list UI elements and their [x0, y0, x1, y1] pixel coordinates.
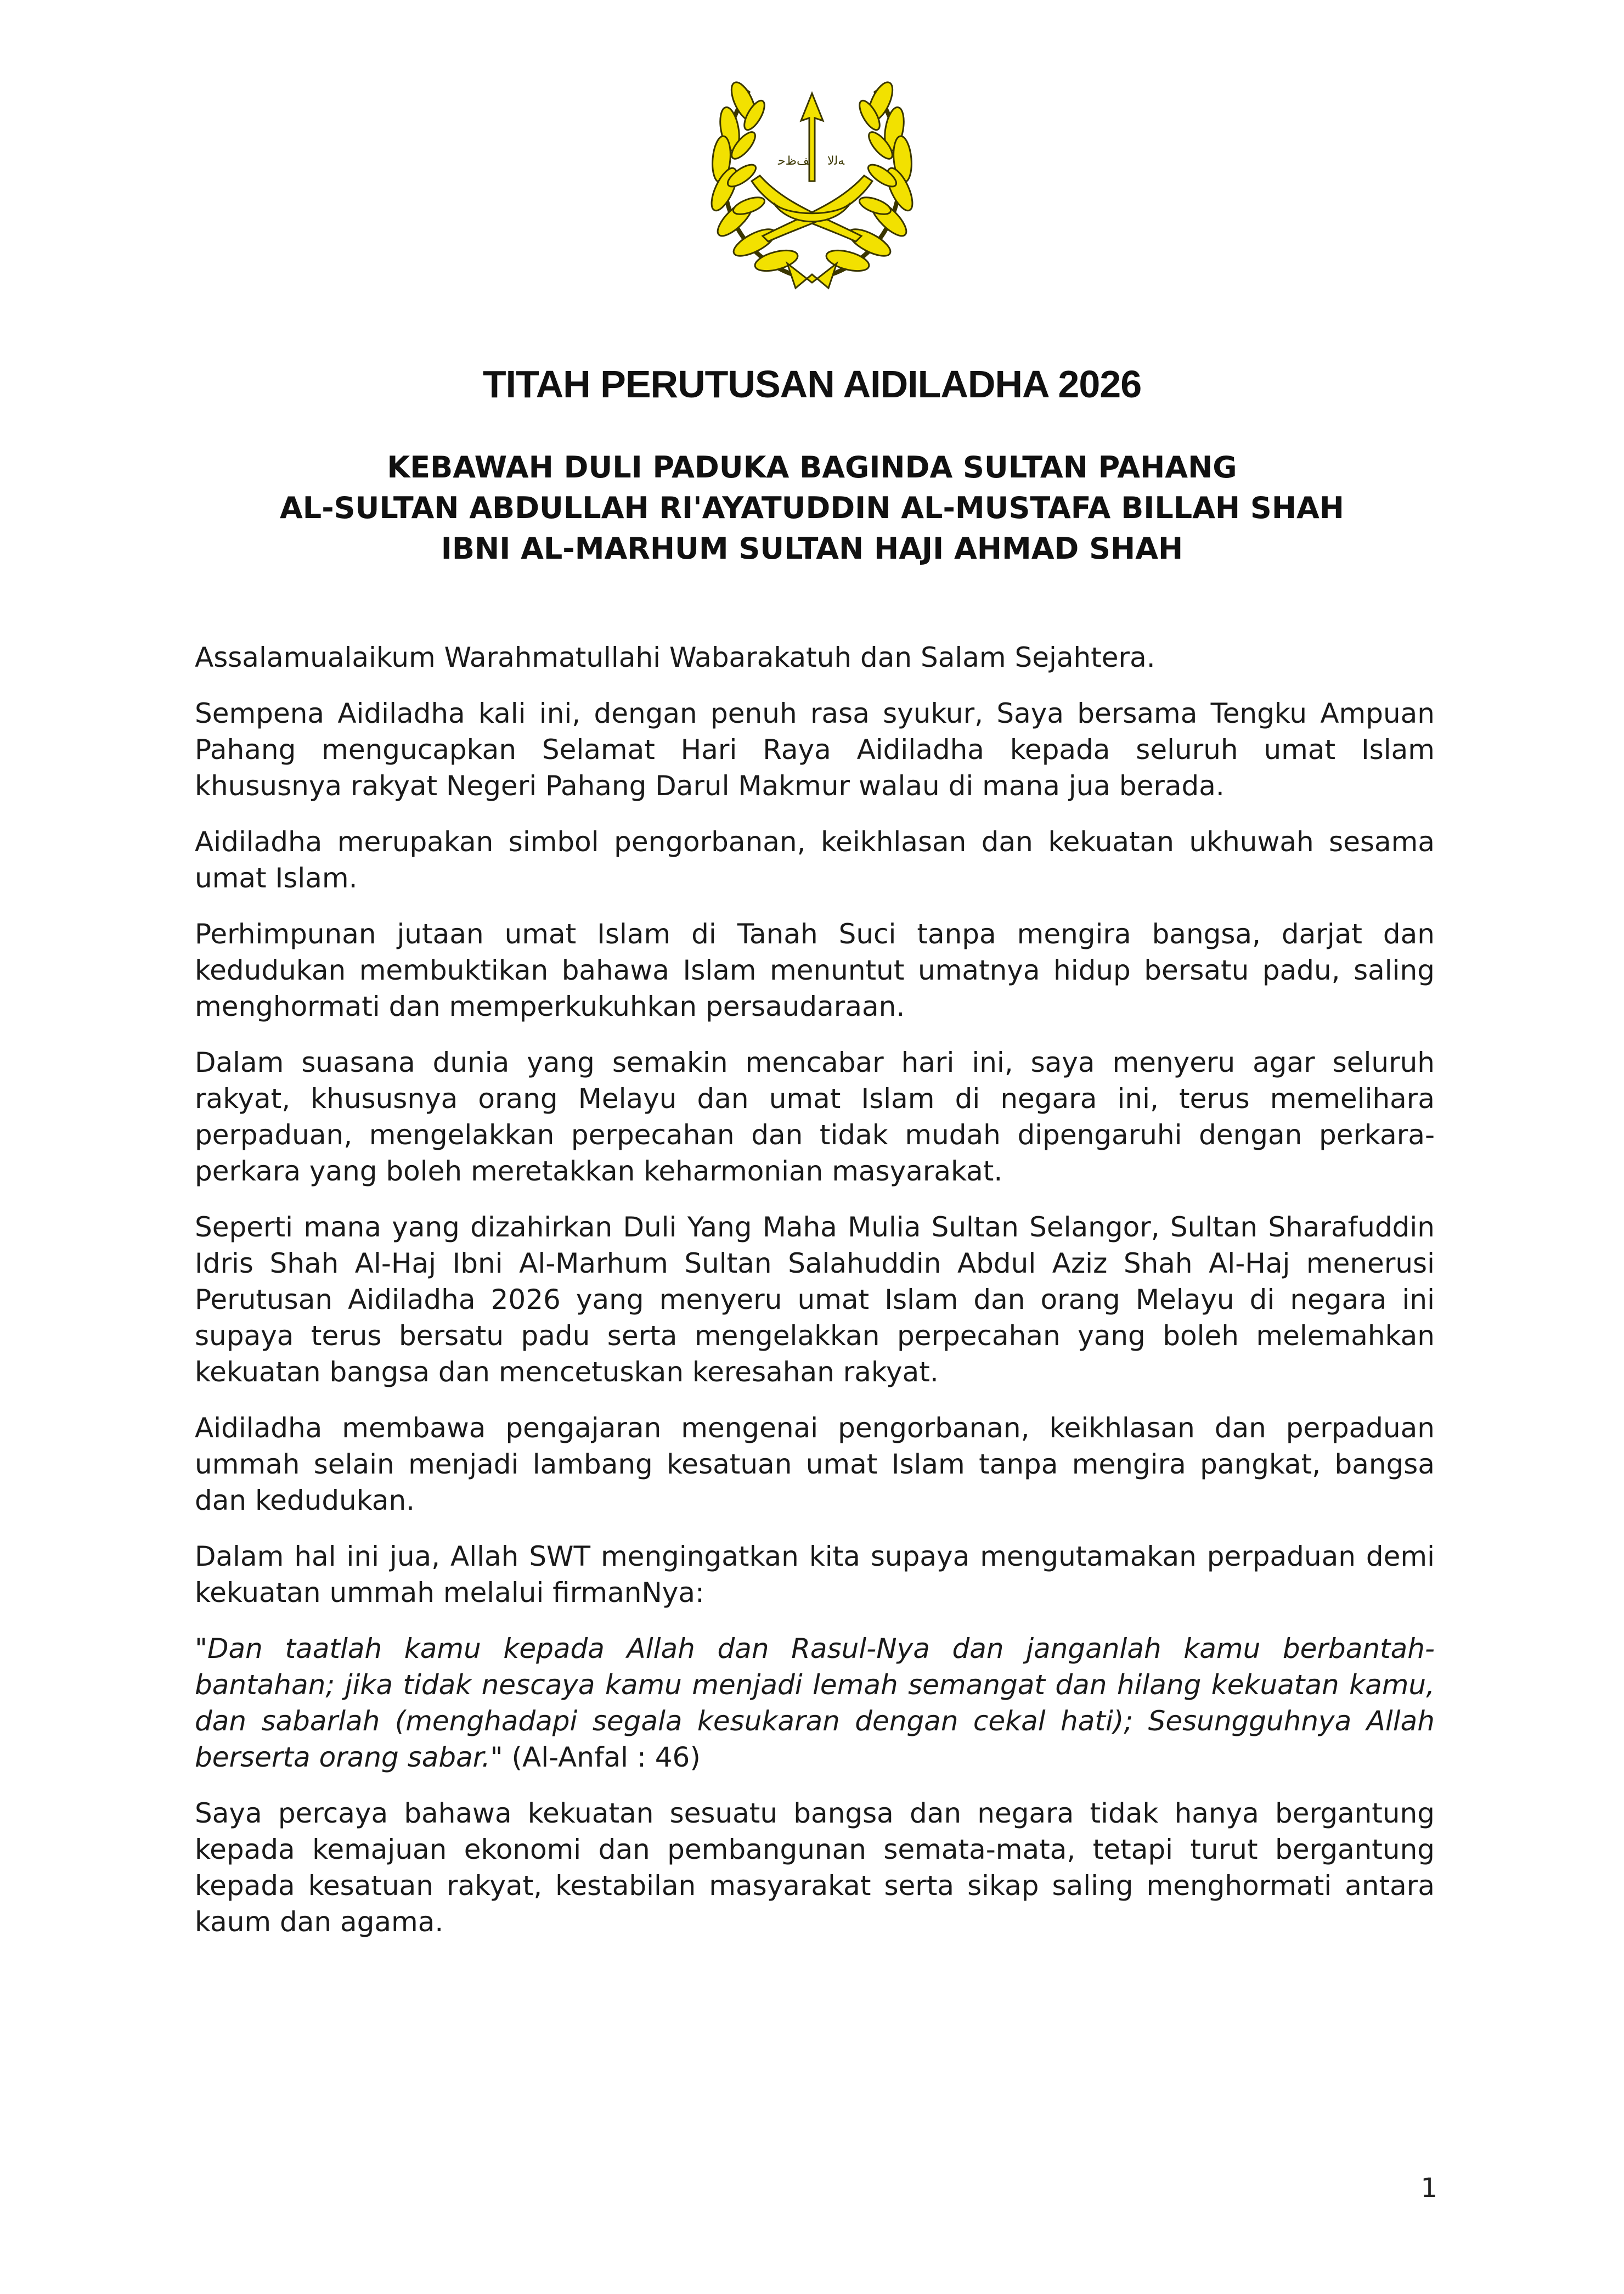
paragraph-5: Seperti mana yang dizahirkan Duli Yang Maha Mulia Sultan Selangor, Sultan Sharafuddin Idris Shah Al-Haj Ibni Al-Marhum Sultan Salahuddin Abdul Aziz Shah Al-Haj menerusi Perutusan Aidiladha 2026 yang menyeru umat Islam dan orang Melayu di negara ini supaya terus bersatu padu serta mengelakkan perpecahan yang boleh melemahkan kekuatan bangsa dan mencetuskan keresahan rakyat. — [195, 1211, 1435, 1388]
quran-quote: "Dan taatlah kamu kepada Allah dan Rasul-Nya dan janganlah kamu berbantah-bantahan; jika tidak nescaya kamu menjadi lemah semangat dan hilang kekuatan kamu, dan sabarlah (menghadapi segala kesukaran dengan cekal hati); Sesungguhnya Allah berserta orang sabar." — [195, 1633, 1435, 1773]
paragraph-4: Dalam suasana dunia yang semakin mencabar hari ini, saya menyeru agar seluruh rakyat, khususnya orang Melayu dan umat Islam di negara ini, terus memelihara perpaduan, mengelakkan perpecahan dan tidak mudah dipengaruhi dengan perkara-perkara yang boleh meretakkan keharmonian masyarakat. — [195, 1047, 1435, 1187]
quote-source: (Al-Anfal : 46) — [503, 1741, 701, 1773]
subtitle-line-2: AL-SULTAN ABDULLAH RI'AYATUDDIN AL-MUSTAFA BILLAH SHAH — [280, 491, 1344, 525]
paragraph-1: Sempena Aidiladha kali ini, dengan penuh rasa syukur, Saya bersama Tengku Ampuan Pahang mengucapkan Selamat Hari Raya Aidiladha kepada seluruh umat Islam khususnya rakyat Negeri Pahang Darul Makmur walau di mana jua berada. — [195, 698, 1435, 802]
subtitle-line-1: KEBAWAH DULI PADUKA BAGINDA SULTAN PAHANG — [387, 450, 1237, 485]
paragraph-8: Saya percaya bahawa kekuatan sesuatu bangsa dan negara tidak hanya bergantung kepada kemajuan ekonomi dan pembangunan semata-mata, tetapi turut bergantung kepada kesatuan rakyat, kestabilan masyarakat serta sikap saling menghormati antara kaum dan agama. — [195, 1797, 1435, 1938]
page-number: 1 — [1420, 2173, 1437, 2203]
subtitle-line-3: IBNI AL-MARHUM SULTAN HAJI AHMAD SHAH — [441, 531, 1183, 566]
document-title: TITAH PERUTUSAN AIDILADHA 2026 — [482, 363, 1142, 406]
svg-text:ﻒﻅﺣ: ﻒﻅﺣ — [778, 154, 809, 168]
svg-text:ﻪﻟﻻ: ﻪﻟﻻ — [827, 154, 845, 168]
greeting-paragraph: Assalamualaikum Warahmatullahi Wabarakatuh dan Salam Sejahtera. — [195, 642, 1155, 673]
document-subtitle — [0, 447, 1624, 569]
paragraph-7: Dalam hal ini jua, Allah SWT mengingatkan kita supaya mengutamakan perpaduan demi kekuatan ummah melalui firmanNya: — [195, 1540, 1435, 1609]
document-body — [195, 639, 1435, 1960]
paragraph-3: Perhimpunan jutaan umat Islam di Tanah Suci tanpa mengira bangsa, darjat dan kedudukan membuktikan bahawa Islam menuntut umatnya hidup bersatu padu, saling menghormati dan memperkukuhkan persaudaraan. — [195, 918, 1435, 1022]
quote-paragraph — [195, 1630, 1435, 1775]
paragraph-6: Aidiladha membawa pengajaran mengenai pengorbanan, keikhlasan dan perpaduan ummah selain menjadi lambang kesatuan umat Islam tanpa mengira pangkat, bangsa dan kedudukan. — [195, 1412, 1435, 1516]
paragraph-2: Aidiladha merupakan simbol pengorbanan, keikhlasan dan kekuatan ukhuwah sesama umat Islam. — [195, 826, 1435, 894]
pahang-royal-crest-icon — [691, 77, 933, 291]
